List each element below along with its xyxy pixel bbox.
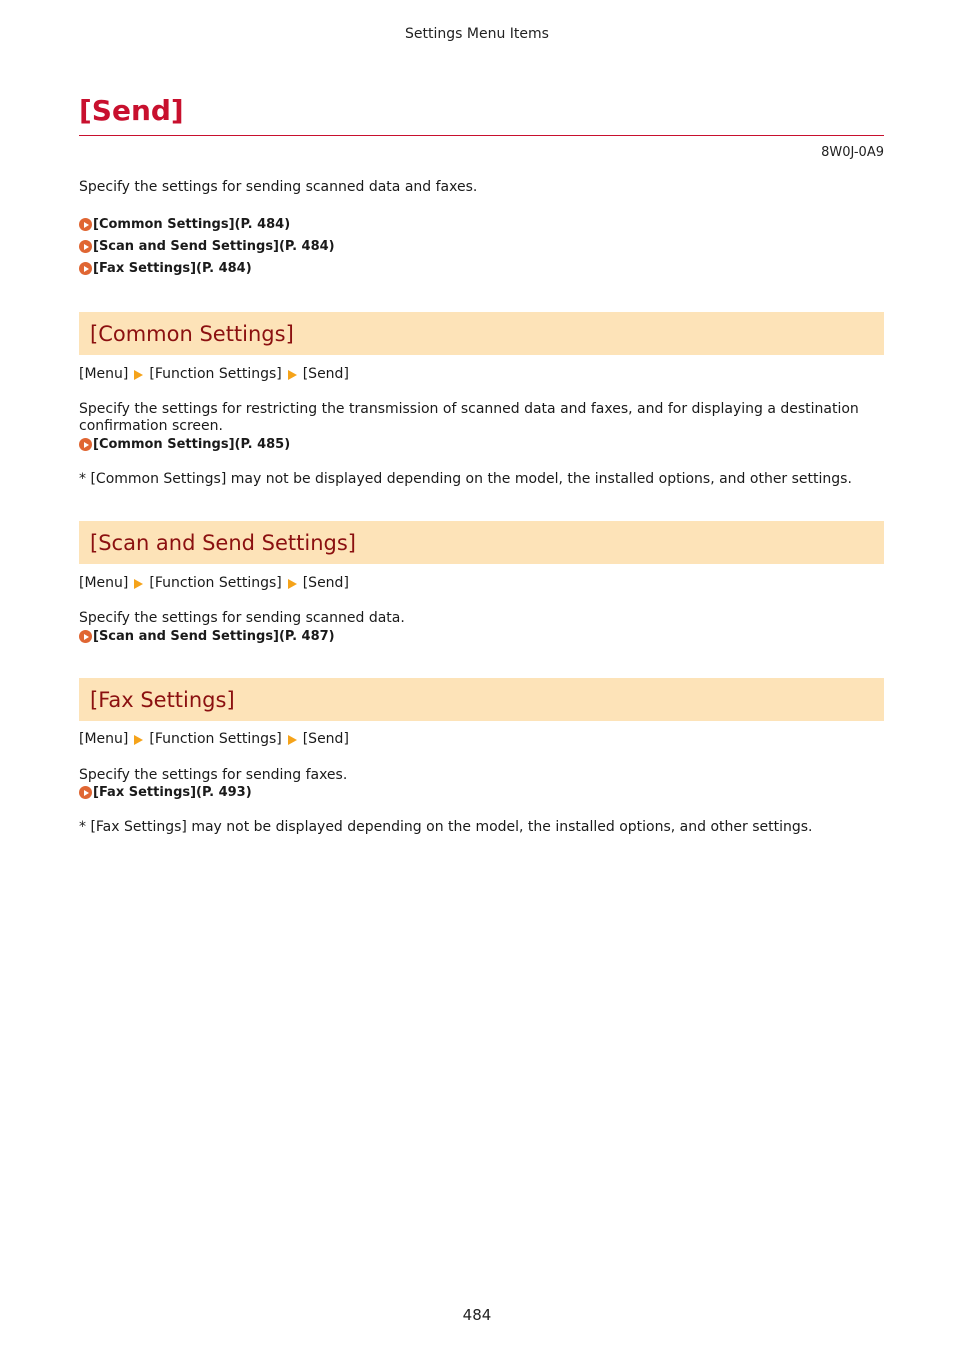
section-note: * [Fax Settings] may not be displayed depending on the model, the installed options, and other settings. — [79, 819, 813, 835]
toc-link-common-settings[interactable] — [79, 216, 290, 233]
link-label: [Scan and Send Settings](P. 487) — [93, 629, 335, 644]
section-description: Specify the settings for sending scanned data. — [79, 610, 405, 626]
link-fax-settings[interactable] — [79, 784, 252, 801]
triangle-right-icon — [134, 735, 143, 745]
section-heading-scan-send-settings — [79, 521, 884, 564]
link-label: [Common Settings](P. 485) — [93, 437, 291, 452]
link-label: [Fax Settings](P. 493) — [93, 785, 252, 800]
document-code: 8W0J-0A9 — [821, 145, 884, 160]
circle-arrow-icon — [79, 438, 92, 451]
section-heading-text: [Fax Settings] — [90, 687, 235, 712]
circle-arrow-icon — [79, 218, 92, 231]
triangle-right-icon — [134, 370, 143, 380]
path-step: [Send] — [302, 366, 349, 382]
section-description: Specify the settings for sending faxes. — [79, 767, 348, 783]
circle-arrow-icon — [79, 262, 92, 275]
section-heading-fax-settings — [79, 678, 884, 721]
path-step: [Function Settings] — [149, 731, 282, 747]
path-step: [Function Settings] — [149, 366, 282, 382]
intro-text: Specify the settings for sending scanned data and faxes. — [79, 179, 478, 195]
title-divider — [79, 135, 884, 136]
circle-arrow-icon — [79, 630, 92, 643]
link-scan-send-settings[interactable] — [79, 628, 335, 645]
section-heading-common-settings — [79, 312, 884, 355]
section-heading-text: [Scan and Send Settings] — [90, 530, 356, 555]
path-step: [Menu] — [79, 575, 129, 591]
path-step: [Menu] — [79, 366, 129, 382]
section-note: * [Common Settings] may not be displayed depending on the model, the installed options, and other settings. — [79, 471, 852, 487]
running-header: Settings Menu Items — [405, 26, 549, 42]
triangle-right-icon — [134, 579, 143, 589]
circle-arrow-icon — [79, 240, 92, 253]
triangle-right-icon — [288, 370, 297, 380]
page-number: 484 — [462, 1306, 492, 1324]
menu-path — [79, 366, 349, 383]
section-description: Specify the settings for restricting the transmission of scanned data and faxes, and for displaying a destination confirmation screen. — [79, 401, 859, 434]
toc-link-scan-send-settings[interactable] — [79, 238, 335, 255]
triangle-right-icon — [288, 579, 297, 589]
link-label: [Fax Settings](P. 484) — [93, 261, 252, 276]
path-step: [Send] — [302, 731, 349, 747]
toc-link-fax-settings[interactable] — [79, 260, 252, 277]
path-step: [Send] — [302, 575, 349, 591]
path-step: [Menu] — [79, 731, 129, 747]
link-label: [Scan and Send Settings](P. 484) — [93, 239, 335, 254]
menu-path — [79, 731, 349, 748]
triangle-right-icon — [288, 735, 297, 745]
path-step: [Function Settings] — [149, 575, 282, 591]
menu-path — [79, 575, 349, 592]
circle-arrow-icon — [79, 786, 92, 799]
page-title: [Send] — [79, 94, 184, 127]
section-heading-text: [Common Settings] — [90, 321, 294, 346]
link-label: [Common Settings](P. 484) — [93, 217, 291, 232]
link-common-settings[interactable] — [79, 436, 290, 453]
